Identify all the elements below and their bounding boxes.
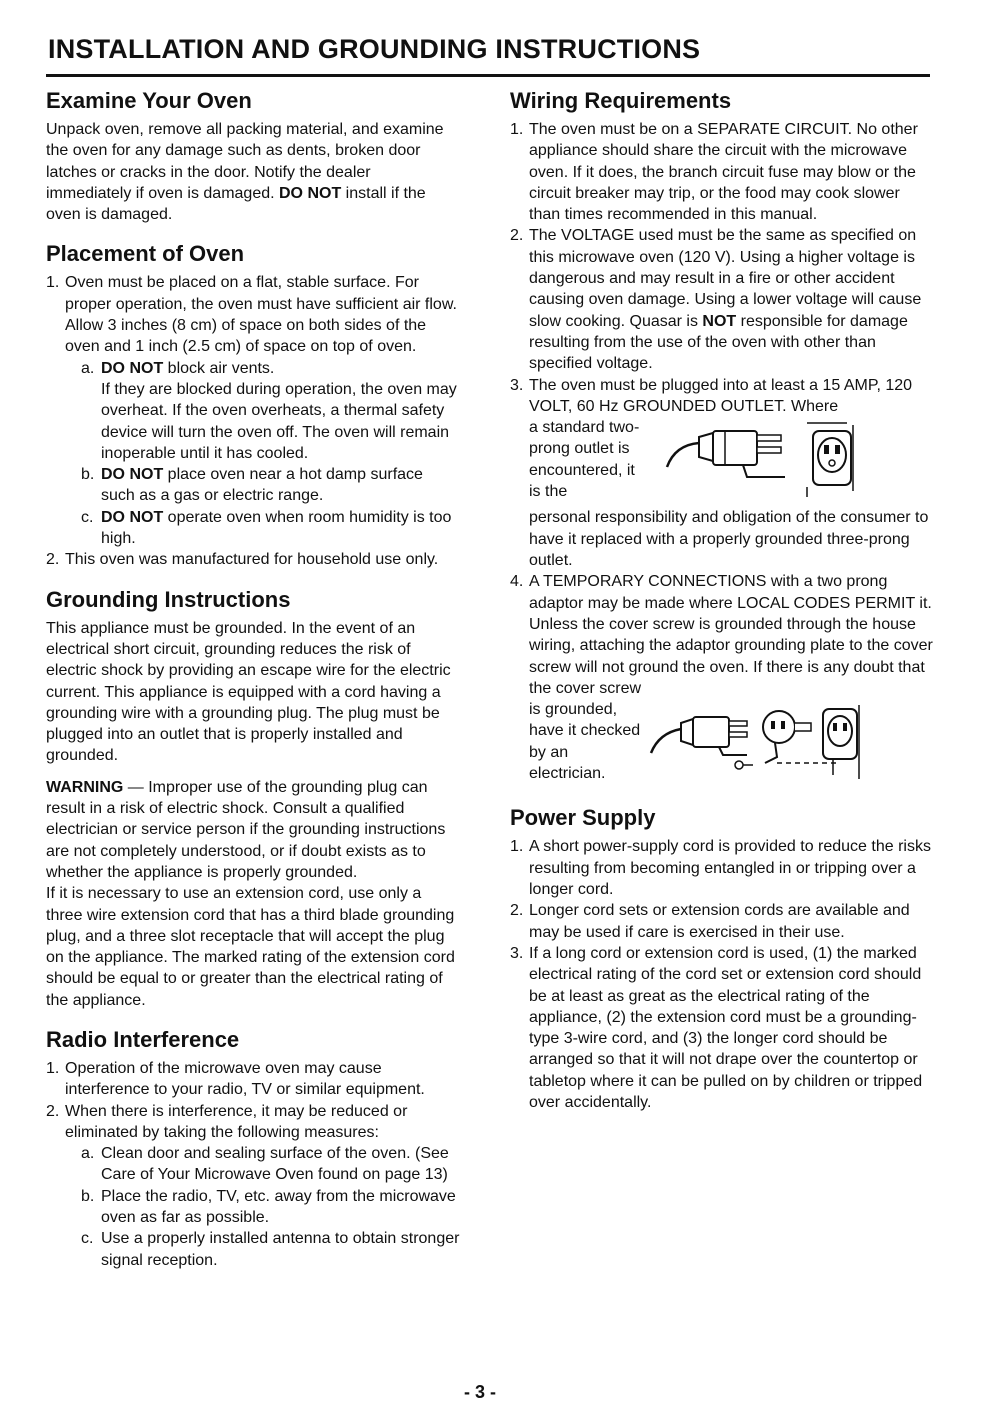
list-item: 2. The VOLTAGE used must be the same as specified on this microwave oven (120 V). Using a higher voltage is dangerous and may result in a fire or other accident causing oven damage. Using a lower voltage will cause slow cooking. Quasar is NOT responsible for damage resulting from the use of the oven with other than specified voltage. [510, 227, 922, 373]
list-item: 3. The oven must be plugged into at least a 15 AMP, 120 VOLT, 60 Hz GROUNDED OUTLET. Where a standard two-prong outlet is encountered, it is the personal responsibility and obligation of the consumer to have it replaced with a properly grounded three-prong outlet. [510, 375, 934, 572]
sub-item: b. DO NOT place oven near a hot damp surface such as a gas or electric range. [81, 466, 423, 505]
list-item: 4. A TEMPORARY CONNECTIONS with a two prong adaptor may be made where LOCAL CODES PERMIT it. Unless the cover screw is grounded through the house wiring, attaching the adaptor grounding plate to the cover screw will not ground the oven. If there is any doubt that the cover screw is grounded, have it checked by an electrician. [510, 571, 934, 789]
radio-heading: Radio Interference [46, 1026, 240, 1052]
sub-item: b. Place the radio, TV, etc. away from the microwave oven as far as possible. [81, 1187, 456, 1227]
sub-item: a. DO NOT block air vents. If they are blocked during operation, the oven may overheat. If the oven overheats, a thermal safety device will turn the oven off. The oven will remain inoperable until it has cooled. [81, 359, 457, 462]
grounding-heading: Grounding Instructions [46, 586, 291, 612]
list-item: 1. Oven must be placed on a flat, stable surface. For proper operation, the oven must have sufficient air flow. Allow 3 inches (8 cm) of space on both sides of the oven and 1 inch (2.5 cm) of space on top of oven. a. DO NOT block air vents. If they are blocked during operation, the oven may overheat. If the oven overheats, a thermal safety device will turn the oven off. The oven will remain inoperable until it has cooled. b. DO NOT place oven near a hot damp surface such as a gas or electric range. c. DO NOT operate oven when room humidity is too high. [46, 272, 460, 549]
list-item: 2. Longer cord sets or extension cords are available and may be used if care is exercised in their use. [510, 902, 910, 941]
placement-section [46, 241, 460, 570]
page-title: INSTALLATION AND GROUNDING INSTRUCTIONS [48, 34, 701, 64]
examine-section [46, 88, 460, 225]
wiring-heading: Wiring Requirements [510, 88, 732, 113]
wiring-section [510, 88, 934, 789]
power-supply-heading: Power Supply [510, 805, 656, 831]
left-column [46, 88, 460, 1271]
warning-para: WARNING — Improper use of the grounding plug can result in a risk of electric shock. Consult a qualified electrician or service person if the grounding instructions are not completely understood, or if doubt exists as to whether the appliance is properly grounded. [46, 778, 446, 881]
list-item: 1. Operation of the microwave oven may cause interference to your radio, TV or similar equipment. [46, 1059, 425, 1099]
list-item: 3. If a long cord or extension cord is used, (1) the marked electrical rating of the cord set or extension cord should be at least as great as the electrical rating of the appliance, (2) the extension cord must be a grounding-type 3-wire cord, and (3) the longer cord should be arranged so that it will not drape over the countertop or tabletop where it can be pulled on by children or tripped over accidentally. [510, 944, 923, 1111]
placement-heading: Placement of Oven [46, 241, 245, 267]
right-column [510, 88, 934, 1113]
page-number: - 3 - [463, 1382, 496, 1402]
power-supply-section [510, 805, 934, 1113]
extension-cord-para: If it is necessary to use an extension cord, use only a three wire extension cord that has a third blade grounding plug, and a three slot receptacle that will accept the plug on the appliance. The marked rating of the extension cord should be equal to or greater than the electrical rating of the appliance. [46, 885, 455, 1009]
list-item: 2. This oven was manufactured for household use only. [46, 551, 439, 569]
adaptor-plug-outlet-illustration [647, 699, 934, 789]
grounding-para: This appliance must be grounded. In the event of an electrical short circuit, grounding reduces the risk of electric shock by providing an escape wire for the electric current. This appliance is equipped with a cord having a grounding wire with a grounding plug. The plug must be plugged into an outlet that is properly installed and grounded. [46, 619, 451, 765]
list-item: 1. A short power-supply cord is provided to reduce the risks resulting from becoming entangled in or tripping over a longer cord. [510, 838, 931, 899]
list-item: 1. The oven must be on a SEPARATE CIRCUIT. No other appliance should share the circuit with the microwave oven. If it does, the branch circuit fuse may blow or the circuit breaker may trip, or the food may cook slower than times recommended in this manual. [510, 121, 918, 224]
grounding-section [46, 587, 460, 1011]
sub-item: a. Clean door and sealing surface of the oven. (See Care of Your Microwave Oven found on page 13) [81, 1145, 449, 1184]
sub-item: c. Use a properly installed antenna to obtain stronger signal reception. [81, 1230, 460, 1269]
list-item: 2. When there is interference, it may be reduced or eliminated by taking the following measures: a. Clean door and sealing surface of the oven. (See Care of Your Microwave Oven found on page 13) b. Place the radio, TV, etc. away from the microwave oven as far as possible. c. Use a properly installed antenna to obtain stronger signal reception. [46, 1101, 460, 1271]
sub-item: c. DO NOT operate oven when room humidity is too high. [81, 508, 452, 548]
title-rule [46, 74, 930, 77]
three-prong-plug-outlet-illustration [647, 417, 934, 507]
radio-section [46, 1027, 460, 1271]
examine-body: Unpack oven, remove all packing material, and examine the oven for any damage such as dents, broken door latches or cracks in the door. Notify the dealer immediately if oven is damaged. DO NOT install if the oven is damaged. [46, 121, 444, 224]
examine-heading: Examine Your Oven [46, 88, 252, 113]
